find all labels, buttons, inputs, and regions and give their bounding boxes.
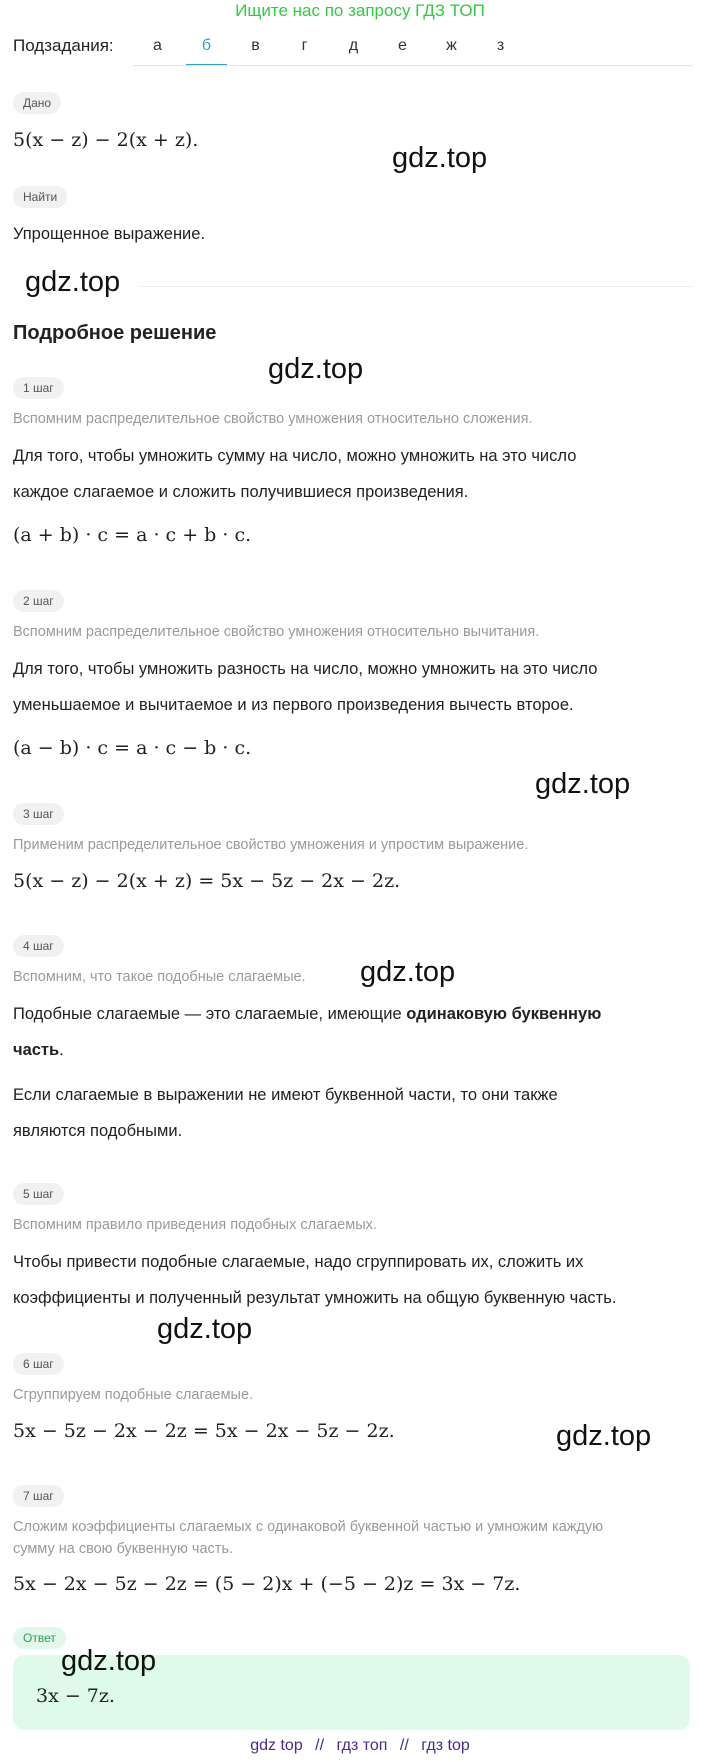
find-text: Упрощенное выражение. <box>13 225 206 243</box>
tab-a[interactable]: а <box>153 37 162 54</box>
tab-g[interactable]: г <box>301 37 308 54</box>
given-chip: Дано <box>13 92 61 114</box>
subtasks-label: Подзадания: <box>13 36 114 55</box>
step-text: Если слагаемые в выражении не имеют буквенной части, то они также <box>13 1086 558 1104</box>
step-hint: сумму на свою буквенную часть. <box>13 1541 234 1557</box>
step-chip: 4 шаг <box>13 935 64 957</box>
tab-zh[interactable]: ж <box>446 37 457 54</box>
step-formula: 5(x − z) − 2(x + z) = 5x − 5z − 2x − 2z. <box>13 870 401 892</box>
footer-links <box>0 1737 720 1755</box>
watermark: gdz.top <box>25 266 121 298</box>
step-hint: Вспомним правило приведения подобных слагаемых. <box>13 1217 377 1233</box>
watermark: gdz.top <box>535 768 631 800</box>
answer-expression: 3x − 7z. <box>36 1685 115 1707</box>
step-text: Для того, чтобы умножить сумму на число, можно умножить на это число <box>13 447 577 465</box>
watermark: gdz.top <box>360 956 456 988</box>
step-text: уменьшаемое и вычитаемое и из первого произведения вычесть второе. <box>13 696 574 714</box>
watermark: gdz.top <box>61 1645 157 1677</box>
step-text: коэффициенты и полученный результат умножить на общую буквенную часть. <box>13 1289 617 1307</box>
subtask-tabs <box>133 34 525 64</box>
footer-separator: // <box>315 1737 325 1754</box>
watermark: gdz.top <box>392 142 488 174</box>
step-hint: Вспомним распределительное свойство умножения относительно вычитания. <box>13 624 540 640</box>
step-text: являются подобными. <box>13 1122 183 1140</box>
solution-title: Подробное решение <box>13 322 217 344</box>
step-chip: 5 шаг <box>13 1183 64 1205</box>
step-text: часть. <box>13 1041 64 1059</box>
footer-separator: // <box>399 1737 409 1754</box>
step-hint: Применим распределительное свойство умножения и упростим выражение. <box>13 837 529 853</box>
promo-banner[interactable]: Ищите нас по запросу ГДЗ ТОП <box>235 1 485 20</box>
step-text: каждое слагаемое и сложить получившиеся произведения. <box>13 483 469 501</box>
step-chip: 6 шаг <box>13 1353 64 1375</box>
step-formula: 5x − 2x − 5z − 2z = (5 − 2)x + (−5 − 2)z = 3x − 7z. <box>13 1573 521 1595</box>
tab-e[interactable]: е <box>398 37 407 54</box>
footer-link-gdz-top[interactable]: gdz top <box>250 1737 303 1754</box>
step-chip: 1 шаг <box>13 377 64 399</box>
step-chip: 7 шаг <box>13 1485 64 1507</box>
watermark: gdz.top <box>157 1313 253 1345</box>
step-chip: 3 шаг <box>13 803 64 825</box>
tab-b[interactable]: б <box>182 34 231 64</box>
step-chip: 2 шаг <box>13 590 64 612</box>
step-hint: Вспомним распределительное свойство умножения относительно сложения. <box>13 411 533 427</box>
answer-chip: Ответ <box>13 1627 66 1649</box>
step-hint: Сложим коэффициенты слагаемых с одинаковой буквенной частью и умножим каждую <box>13 1519 604 1535</box>
step-hint: Сгруппируем подобные слагаемые. <box>13 1387 254 1403</box>
step-formula: (a − b) · c = a · c − b · c. <box>13 737 252 759</box>
footer-link-gdz-top-ru[interactable]: гдз топ <box>336 1737 388 1754</box>
watermark: gdz.top <box>556 1420 652 1452</box>
step-formula: (a + b) · c = a · c + b · c. <box>13 524 252 546</box>
step-text: Для того, чтобы умножить разность на число, можно умножить на это число <box>13 660 598 678</box>
tabs-divider <box>133 65 693 66</box>
step-text: Подобные слагаемые — это слагаемые, имеющие одинаковую буквенную <box>13 1005 602 1023</box>
tab-d[interactable]: д <box>348 37 359 54</box>
step-hint: Вспомним, что такое подобные слагаемые. <box>13 969 306 985</box>
step-text: Чтобы привести подобные слагаемые, надо сгруппировать их, сложить их <box>13 1253 584 1271</box>
section-divider <box>140 286 693 287</box>
tab-z[interactable]: з <box>496 37 505 54</box>
footer-link-gdz-top-mixed[interactable]: гдз top <box>421 1737 470 1754</box>
given-expression: 5(x − z) − 2(x + z). <box>13 129 199 151</box>
tab-v[interactable]: в <box>251 37 260 54</box>
watermark: gdz.top <box>268 353 364 385</box>
step-formula: 5x − 5z − 2x − 2z = 5x − 2x − 5z − 2z. <box>13 1420 395 1442</box>
find-chip: Найти <box>13 186 67 208</box>
